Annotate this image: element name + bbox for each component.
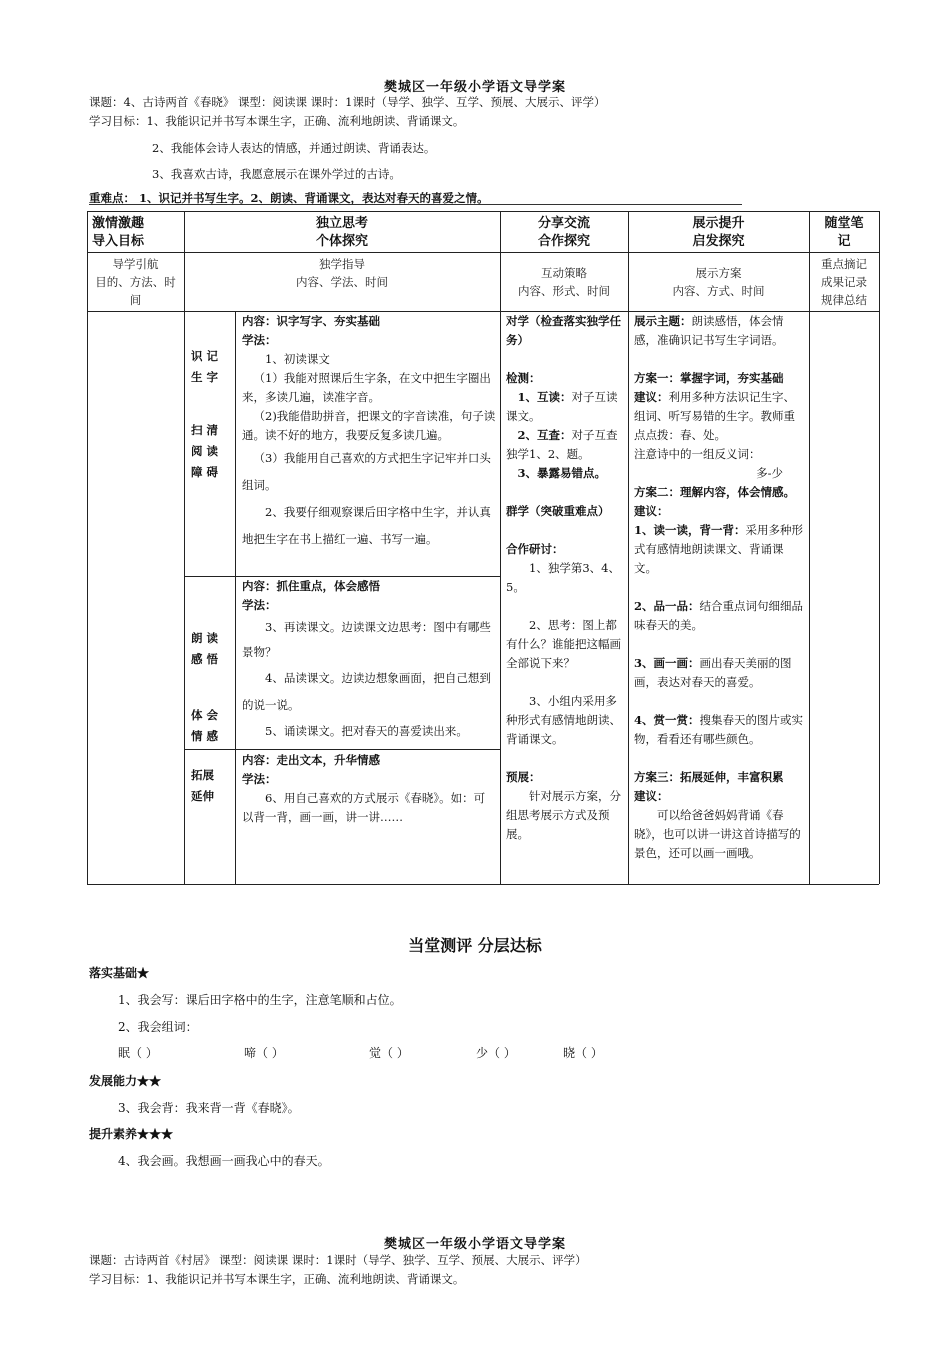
divider <box>89 204 742 205</box>
level1-heading: 落实基础★ <box>89 966 150 980</box>
header-col5: 随堂笔 记 <box>824 216 864 249</box>
page-title: 樊城区一年级小学语文导学案 <box>383 80 566 95</box>
word-blank-4: 少（ ） <box>476 1046 516 1060</box>
question-2: 2、我会组词： <box>118 1020 198 1034</box>
word-blank-5: 晓（ ） <box>563 1046 603 1060</box>
lesson-meta: 课题：4、古诗两首《春晓》 课型：阅读课 课时：1课时（导学、独学、互学、预展、大展示、评学） <box>89 95 606 109</box>
header-col3: 分享交流 合作探究 <box>537 216 590 249</box>
header-col4: 展示提升 启发探究 <box>692 216 745 249</box>
subheader-col3: 互动策略 内容、形式、时间 <box>518 266 610 298</box>
label-recognize: 识 记 生 字 <box>191 349 219 384</box>
section1-guide: 内容：识字写字、夯实基础 学法： 1、初读课文 （1）我能对照课后生字条，在文中把生字圈出来，多读几遍，读准字音。 （2)我能借助拼音，把课文的字音读准，句子读通。读不好的地方，我要反复多读几遍。 （3）我能用自己喜欢的方式把生字记牢并口头组词。 2、我要仔细观察课后田字格中生字，并认真地把生字在书上描红一遍、书写一遍。 <box>242 314 496 546</box>
label-extension: 拓展 延伸 <box>191 768 214 803</box>
level2-heading: 发展能力★★ <box>89 1074 162 1088</box>
level3-heading: 提升素养★★★ <box>89 1127 174 1141</box>
subheader-col5: 重点摘记 成果记录 规律总结 <box>821 257 867 307</box>
page2-lesson-meta: 课题：古诗两首《村居》 课型：阅读课 课时：1课时（导学、独学、互学、预展、大展示、评学） <box>89 1253 587 1267</box>
page2-learning-goal-1: 学习目标：1、我能识记并书写本课生字，正确、流利地朗读、背诵课文。 <box>89 1272 465 1286</box>
page2-title: 樊城区一年级小学语文导学案 <box>383 1237 566 1252</box>
display-plan: 展示主题：朗读感悟，体会情感，准确识记书写生字词语。 方案一：掌握字词，夯实基础 建议：利用多种方法识记生字、组词、听写易错的生字。教师重点点拨：春、处。 注意诗中的一组反义词： 多-少 方案二：理解内容，体会情感。 建议： 1、读一读，背一背：采用多种形式有感情地朗读课文、背诵课文。 2、品一品：结合重点词句细细品味春天的美。 3、画一画：画出春天美丽的图画，表达对春天的喜爱。 4、赏一赏：搜集春天的图片或实物，看看还有哪些颜色。 方案三：拓展延伸，丰富积累 建议： 可以给爸爸妈妈背诵《春晓》，也可以讲一讲这首诗描写的景色，还可以画一画哦。 <box>634 314 804 860</box>
word-blank-2: 啼（ ） <box>244 1046 284 1060</box>
question-1: 1、我会写：课后田字格中的生字，注意笔顺和占位。 <box>118 993 402 1007</box>
learning-goal-3: 3、我喜欢古诗，我愿意展示在课外学过的古诗。 <box>152 167 401 181</box>
header-col1: 激情激趣 导入目标 <box>92 216 145 249</box>
interaction-strategy: 对学（检查落实独学任务） 检测： 1、互读：对子互读课文。 2、互查：对子互查独学1、2、题。 3、暴露易错点。 群学（突破重难点） 合作研讨： 1、独学第3、4、5。 2、思考：图上都有什么？谁能把这幅画全部说下来？ 3、小组内采用多种形式有感情地朗读、背诵课文。 预展： 针对展示方案，分组思考展示方式及预展。 <box>506 314 621 841</box>
label-clear-obstacles: 扫 清 阅 读 障 碍 <box>191 423 219 479</box>
subheader-col4: 展示方案 内容、方式、时间 <box>672 266 765 298</box>
question-3: 3、我会背：我来背一背《春晓》。 <box>118 1101 300 1115</box>
section2-guide: 内容：抓住重点，体会感悟 学法： 3、再读课文。边读课文边思考：图中有哪些景物？ 4、品读课文。边读边想象画面，把自己想到的说一说。 5、诵读课文。把对春天的喜爱读出来。 <box>242 579 491 738</box>
learning-goal-2: 2、我能体会诗人表达的情感，并通过朗读、背诵表达。 <box>152 141 436 155</box>
label-reading: 朗 读 感 悟 <box>191 631 219 666</box>
header-col2: 独立思考 个体探究 <box>315 216 368 249</box>
word-blank-1: 眠（ ） <box>118 1046 158 1060</box>
subheader-col1: 导学引航 目的、方法、时 间 <box>95 257 176 307</box>
section3-guide: 内容：走出文本，升华情感 学法： 6、用自己喜欢的方式展示《春晓》。如：可以背一背，画一画，讲一讲…… <box>242 753 486 824</box>
key-points: 重难点： 1、识记并书写生字。2、朗读、背诵课文，表达对春天的喜爱之情。 <box>89 191 489 205</box>
word-blank-3: 觉（ ） <box>369 1046 409 1060</box>
evaluation-title: 当堂测评 分层达标 <box>408 936 542 955</box>
label-feeling: 体 会 情 感 <box>191 708 219 743</box>
question-4: 4、我会画。我想画一画我心中的春天。 <box>118 1154 330 1168</box>
learning-goal-1: 学习目标：1、我能识记并书写本课生字，正确、流利地朗读、背诵课文。 <box>89 114 465 128</box>
subheader-col2: 独学指导 内容、学法、时间 <box>296 257 388 289</box>
